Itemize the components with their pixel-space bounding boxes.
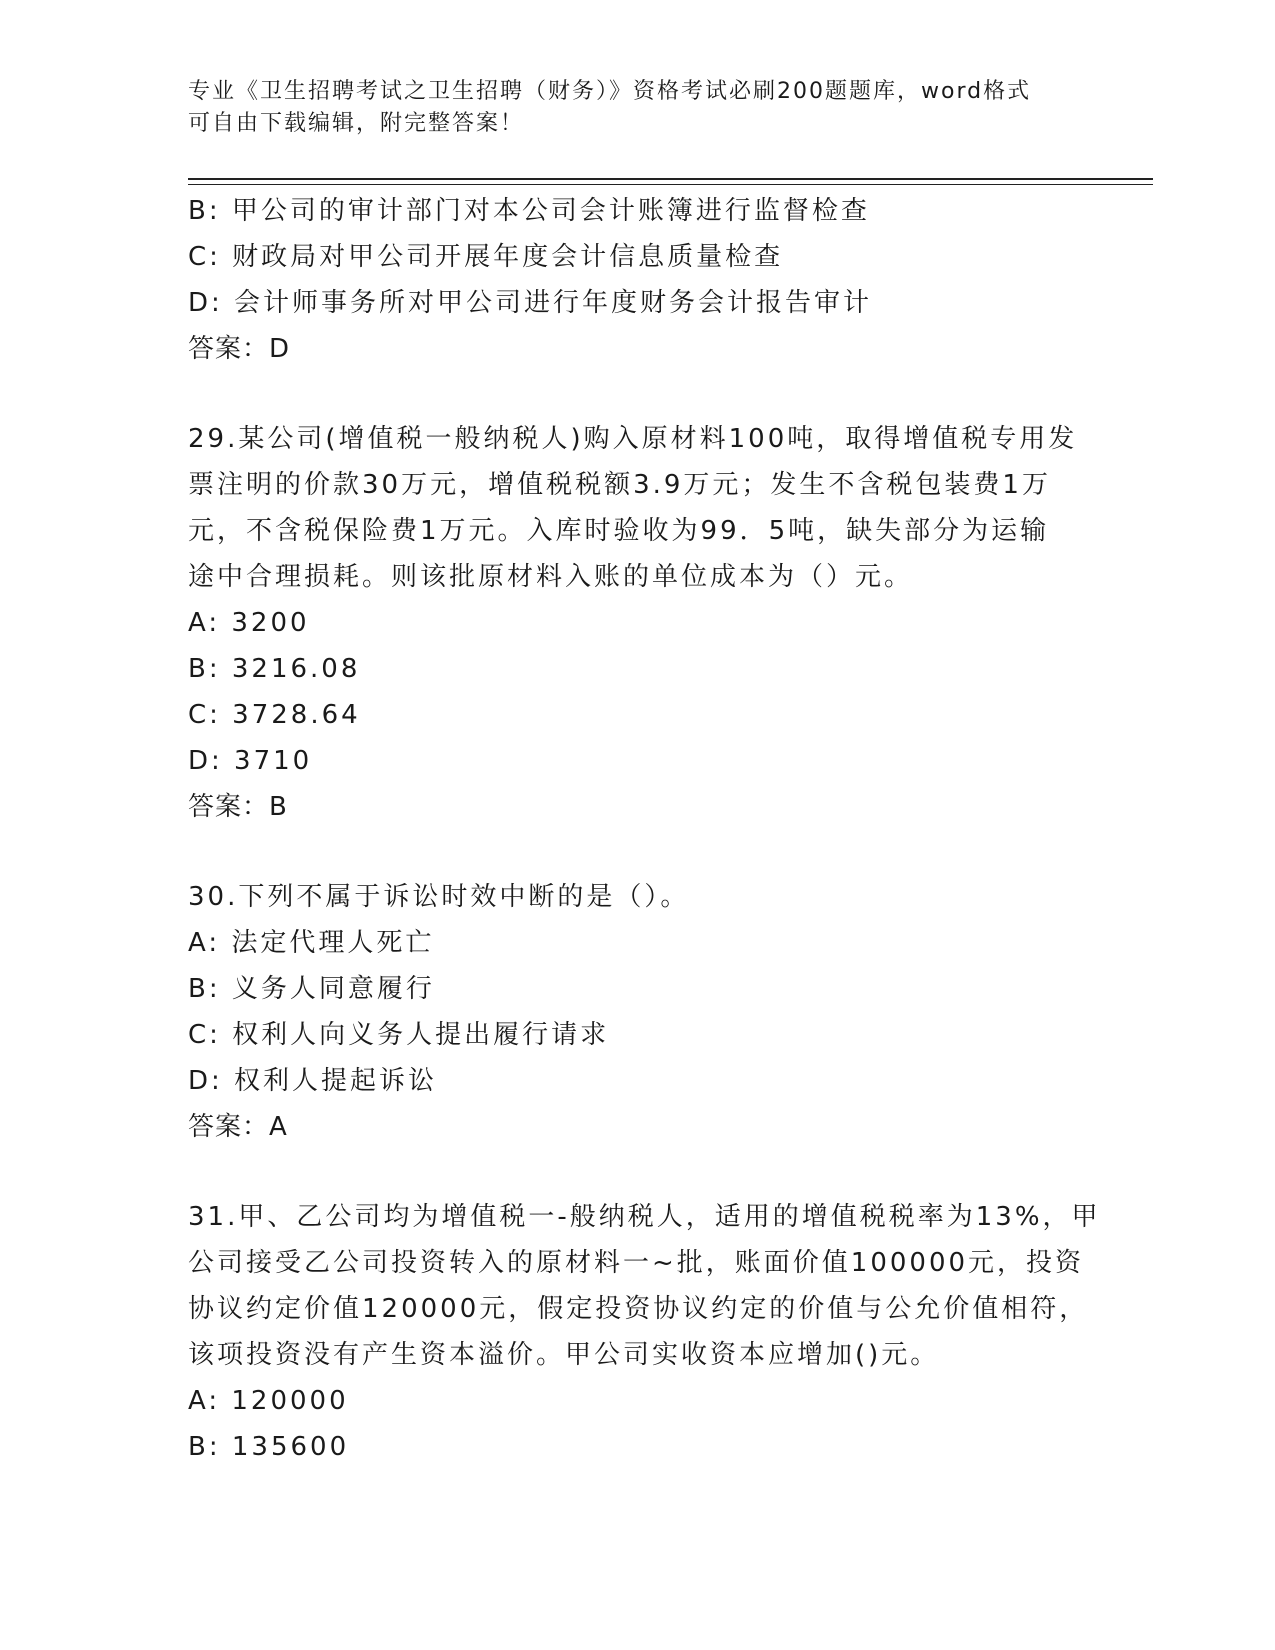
- header-line-1: 专业《卫生招聘考试之卫生招聘（财务）》资格考试必刷200题题库，word格式: [188, 79, 1032, 104]
- option-a: A: 120000: [188, 1386, 349, 1416]
- answer-line: 答案：B: [188, 792, 288, 822]
- header-divider-thick: [188, 178, 1153, 180]
- question-stem: [188, 874, 1138, 920]
- document-header: [188, 76, 1088, 140]
- block-spacer: [188, 372, 1138, 416]
- stem-line: 30.下列不属于诉讼时效中断的是（）。: [188, 882, 690, 912]
- stem-line: 途中合理损耗。则该批原材料入账的单位成本为（）元。: [188, 562, 914, 592]
- option-d: D: 权利人提起诉讼: [188, 1066, 438, 1096]
- option-d: D: 3710: [188, 746, 313, 776]
- question-list: [188, 188, 1138, 1470]
- option-a: A: 法定代理人死亡: [188, 928, 435, 958]
- stem-line: 公司接受乙公司投资转入的原材料一~批，账面价值100000元，投资: [188, 1248, 1085, 1278]
- stem-line: 协议约定价值120000元，假定投资协议约定的价值与公允价值相符，: [188, 1294, 1089, 1324]
- stem-line: 该项投资没有产生资本溢价。甲公司实收资本应增加()元。: [188, 1340, 940, 1370]
- answer-line: 答案：D: [188, 334, 291, 364]
- answer-line: 答案：A: [188, 1112, 288, 1142]
- option-b: B: 甲公司的审计部门对本公司会计账簿进行监督检查: [188, 196, 870, 226]
- header-divider-thin: [188, 184, 1153, 185]
- option-d: D: 会计师事务所对甲公司进行年度财务会计报告审计: [188, 288, 873, 318]
- question-block: [188, 1194, 1138, 1470]
- stem-line: 29.某公司(增值税一般纳税人)购入原材料100吨，取得增值税专用发: [188, 424, 1078, 454]
- option-c: C: 财政局对甲公司开展年度会计信息质量检查: [188, 242, 784, 272]
- header-line-2: 可自由下载编辑，附完整答案！: [188, 111, 525, 136]
- option-c: C: 权利人向义务人提出履行请求: [188, 1020, 610, 1050]
- block-spacer: [188, 830, 1138, 874]
- question-block: [188, 416, 1138, 830]
- question-stem: [188, 1194, 1138, 1378]
- option-b: B: 135600: [188, 1432, 350, 1462]
- stem-line: 元，不含税保险费1万元。入库时验收为99．5吨，缺失部分为运输: [188, 516, 1050, 546]
- block-spacer: [188, 1150, 1138, 1194]
- option-b: B: 3216.08: [188, 654, 361, 684]
- question-block: [188, 188, 1138, 372]
- question-block: [188, 874, 1138, 1150]
- option-b: B: 义务人同意履行: [188, 974, 435, 1004]
- stem-line: 票注明的价款30万元，增值税税额3.9万元；发生不含税包装费1万: [188, 470, 1051, 500]
- option-c: C: 3728.64: [188, 700, 361, 730]
- stem-line: 31.甲、乙公司均为增值税一-般纳税人，适用的增值税税率为13%，甲: [188, 1202, 1101, 1232]
- question-stem: [188, 416, 1138, 600]
- option-a: A: 3200: [188, 608, 310, 638]
